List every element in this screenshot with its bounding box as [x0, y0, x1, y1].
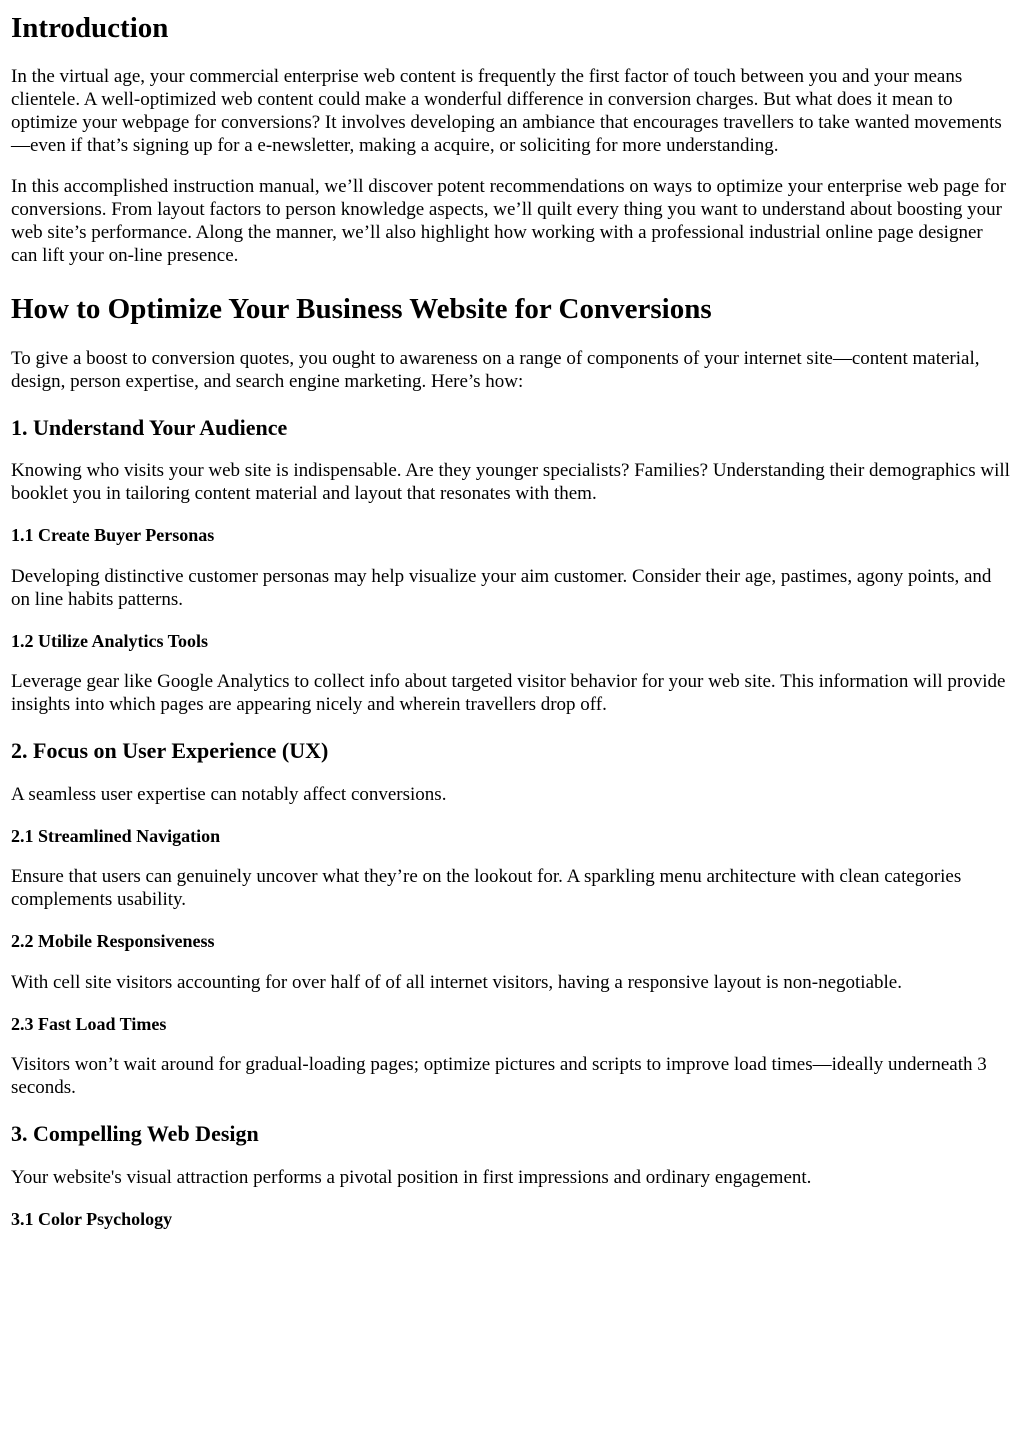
intro-paragraph-2: In this accomplished instruction manual, we’ll discover potent recommendations on ways to optimize your enterprise web page for conversions. From layout factors to person knowledge aspects, we’ll quilt every thing you want to understand about boosting your web site’s performance. Along the manner, we’ll also highlight how working with a professional industrial online page designer can lift your on-line presence. — [11, 176, 1007, 267]
section-2-1-heading: 2.1 Streamlined Navigation — [11, 825, 221, 846]
section-2-3-heading: 2.3 Fast Load Times — [11, 1013, 167, 1034]
intro-heading: Introduction — [11, 12, 169, 44]
section-3-paragraph: Your website's visual attraction performs a pivotal position in first impressions and ordinary engagement. — [11, 1166, 812, 1188]
section-2-1-paragraph: Ensure that users can genuinely uncover what they’re on the lookout for. A sparkling menu architecture with clean categories complements usability. — [11, 866, 962, 911]
main-paragraph: To give a boost to conversion quotes, you ought to awareness on a range of components of your internet site—content material, design, person expertise, and search engine marketing. Here’s how: — [11, 347, 980, 392]
section-3-1-heading: 3.1 Color Psychology — [11, 1208, 173, 1229]
section-1-1-heading: 1.1 Create Buyer Personas — [11, 525, 215, 546]
intro-paragraph-1: In the virtual age, your commercial enterprise web content is frequently the first factor of touch between you and your means clientele. A well-optimized web content could make a wonderful difference in conversion charges. But what does it mean to optimize your webpage for conversions? It involves developing an ambiance that encourages travellers to take wanted movements—even if that’s signing up for a e-newsletter, making a acquire, or soliciting for more understanding. — [11, 66, 1002, 157]
section-2-3-paragraph: Visitors won’t wait around for gradual-loading pages; optimize pictures and scripts to improve load times—ideally underneath 3 seconds. — [11, 1054, 987, 1099]
section-2-2-heading: 2.2 Mobile Responsiveness — [11, 931, 215, 952]
section-1-1-paragraph: Developing distinctive customer personas may help visualize your aim customer. Consider their age, pastimes, agony points, and on line habits patterns. — [11, 565, 992, 610]
section-2-2-paragraph: With cell site visitors accounting for over half of of all internet visitors, having a responsive layout is non-negotiable. — [11, 971, 902, 993]
section-2-heading: 2. Focus on User Experience (UX) — [11, 738, 329, 764]
section-1-paragraph: Knowing who visits your web site is indispensable. Are they younger specialists? Families? Understanding their demographics will booklet you in tailoring content material and layout that resonates with them. — [11, 460, 1010, 505]
section-1-2-heading: 1.2 Utilize Analytics Tools — [11, 630, 209, 651]
section-2-paragraph: A seamless user expertise can notably affect conversions. — [11, 783, 447, 805]
section-1-heading: 1. Understand Your Audience — [11, 414, 288, 440]
section-1-2-paragraph: Leverage gear like Google Analytics to collect info about targeted visitor behavior for your web site. This information will provide insights into which pages are appearing nicely and wherein travellers drop off. — [11, 671, 1006, 716]
main-heading: How to Optimize Your Business Website for Conversions — [11, 293, 712, 326]
section-3-heading: 3. Compelling Web Design — [11, 1121, 259, 1147]
